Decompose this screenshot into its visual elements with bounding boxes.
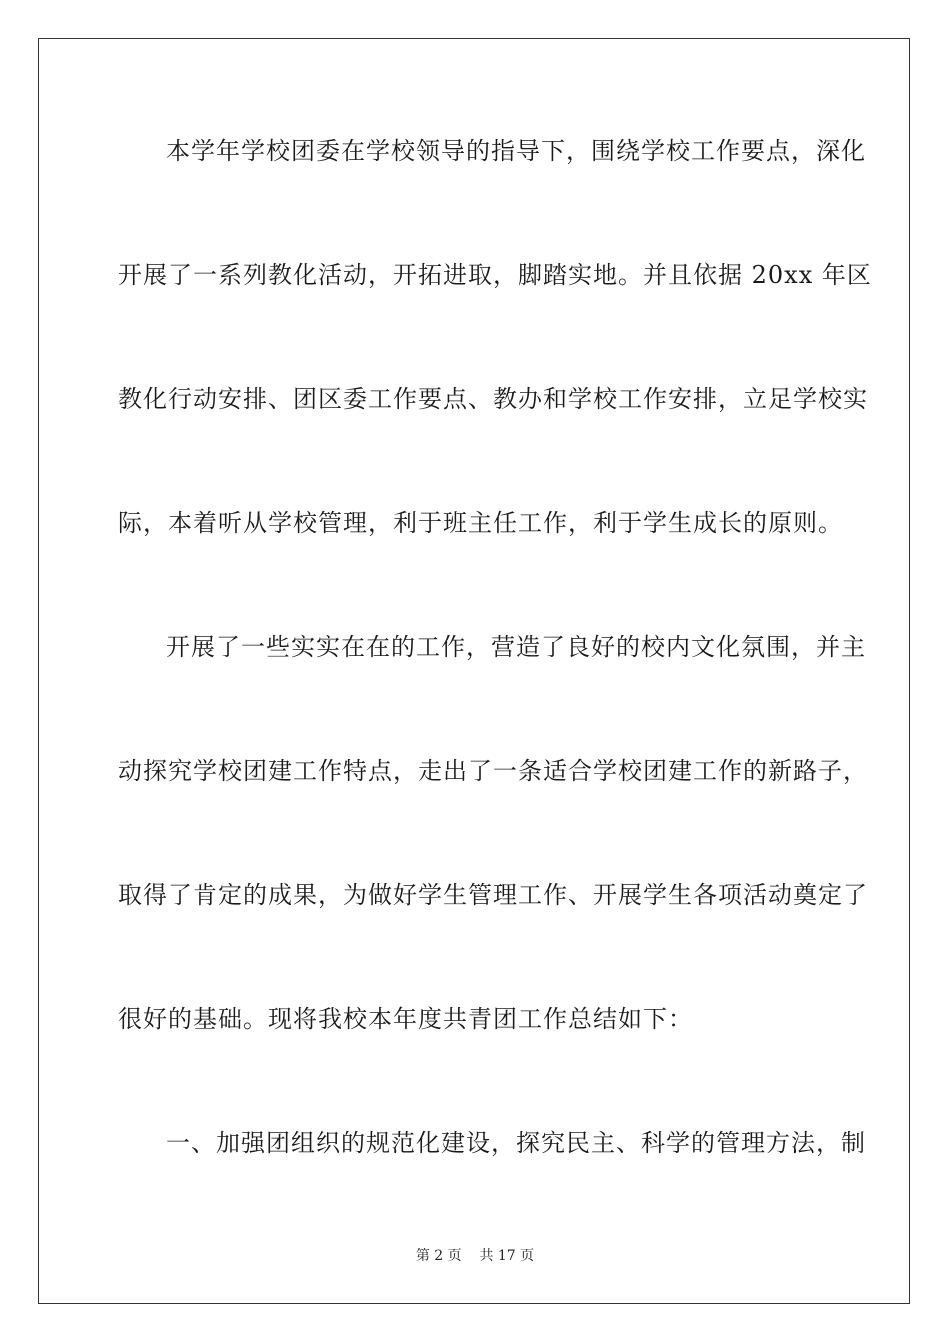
total-pages: 共 17 页 — [479, 1248, 535, 1264]
page-number: 第 2 页 — [415, 1248, 462, 1264]
paragraph-line: 教化行动安排、团区委工作要点、教办和学校工作安排，立足学校实 — [118, 385, 868, 413]
paragraph-line: 取得了肯定的成果，为做好学生管理工作、开展学生各项活动奠定了 — [118, 881, 868, 909]
paragraph-line: 很好的基础。现将我校本年度共青团工作总结如下： — [118, 1005, 693, 1033]
paragraph-line: 际，本着听从学校管理，利于班主任工作，利于学生成长的原则。 — [118, 509, 843, 537]
paragraph-line: 动探究学校团建工作特点，走出了一条适合学校团建工作的新路子， — [118, 757, 868, 785]
page-footer — [0, 1247, 950, 1265]
paragraph-line: 本学年学校团委在学校领导的指导下，围绕学校工作要点，深化 — [166, 137, 866, 165]
paragraph-line: 一、加强团组织的规范化建设，探究民主、科学的管理方法，制 — [166, 1129, 866, 1157]
page-border — [38, 38, 910, 1304]
paragraph-line: 开展了一系列教化活动，开拓进取，脚踏实地。并且依据 20xx 年区 — [118, 261, 872, 289]
paragraph-line: 开展了一些实实在在的工作，营造了良好的校内文化氛围，并主 — [166, 633, 866, 661]
